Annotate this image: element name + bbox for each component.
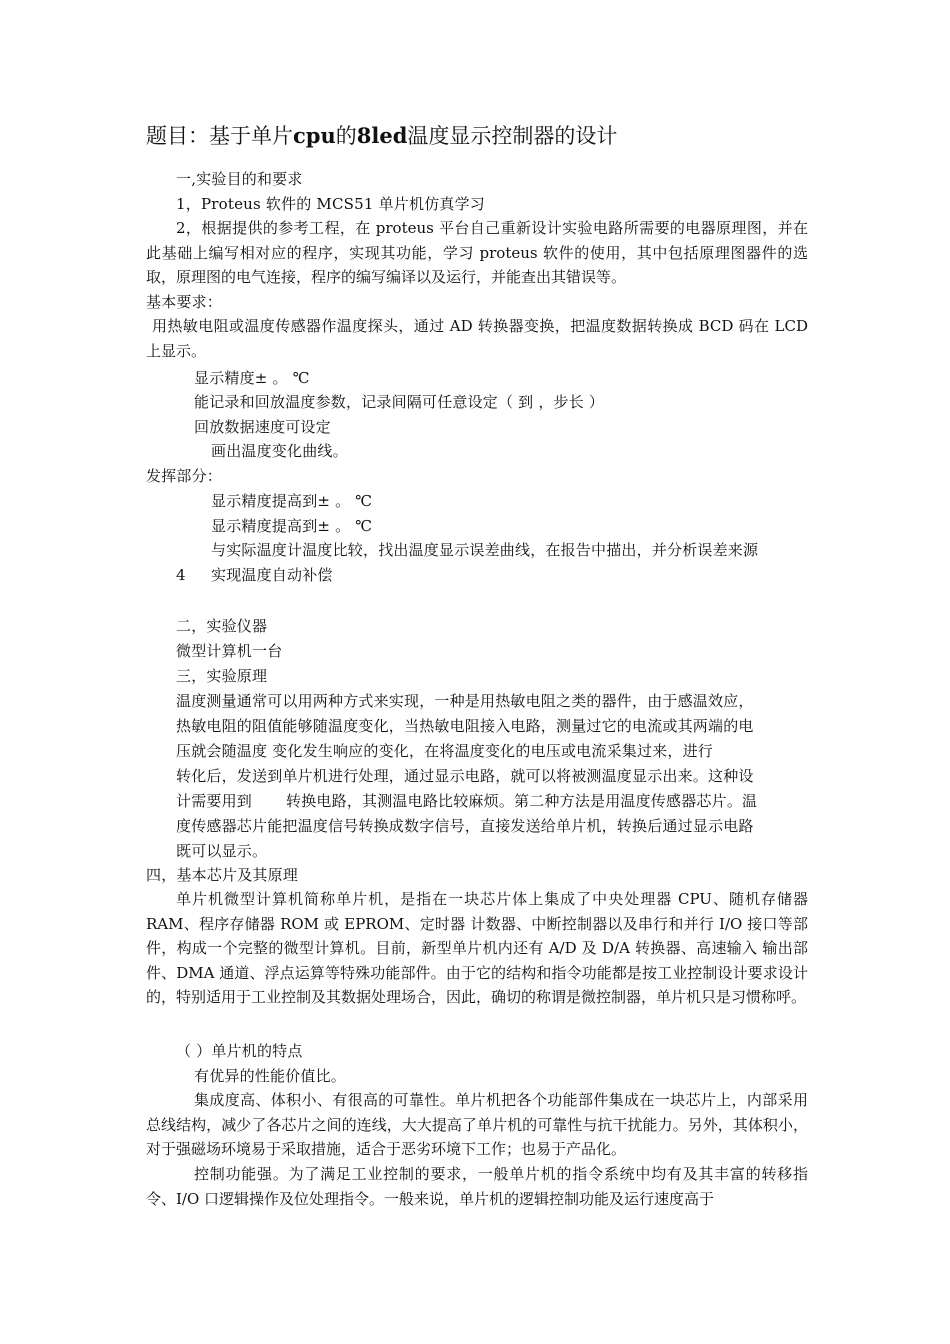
section-1-item-2: 2，根据提供的参考工程，在 proteus 平台自己重新设计实验电路所需要的电器原理图，并在此基础上编写相对应的程序，实现其功能，学习 proteus 软件的使用，其中包括原理图器件的选取，原理图的电气连接，程序的编写编译以及运行，并能查出其错误等。 (146, 219, 808, 286)
title-part-2: 的 (335, 124, 357, 148)
section-2-text: 微型计算机一台 (176, 642, 283, 660)
basic-item-2: 能记录和回放温度参数，记录间隔可任意设定（ 到 ，步长 ） (194, 393, 605, 411)
extra-section-label: 发挥部分： (146, 467, 223, 485)
basic-item-1: 显示精度± 。 ℃ (194, 369, 310, 387)
basic-requirements-label: 基本要求： (146, 293, 223, 311)
extra-item-4: 实现温度自动补偿 (211, 566, 333, 584)
extra-item-1: 显示精度提高到± 。 ℃ (211, 492, 373, 510)
feature-1: 有优异的性能价值比。 (194, 1067, 347, 1085)
extra-item-2: 显示精度提高到± 。 ℃ (211, 517, 373, 535)
feature-2: 集成度高、体积小、有很高的可靠性。单片机把各个功能部件集成在一块芯片上，内部采用总线结构，减少了各芯片之间的连线，大大提高了单片机的可靠性与抗干扰能力。另外，其体积小，对于强磁场环境易于采取措施，适合于恶劣环境下工作；也易于产品化。 (146, 1091, 808, 1158)
basic-item-3: 回放数据速度可设定 (194, 418, 331, 436)
section-3-line-1: 温度测量通常可以用两种方式来实现，一种是用热敏电阻之类的器件，由于感温效应， (176, 692, 754, 710)
section-3-line-7: 既可以显示。 (176, 842, 268, 860)
basic-requirements-text: 用热敏电阻或温度传感器作温度探头，通过 AD 转换器变换，把温度数据转换成 BCD 码在 LCD 上显示。 (146, 317, 808, 360)
section-1-heading: 一,实验目的和要求 (176, 170, 303, 188)
extra-item-4-number: 4 (176, 566, 186, 584)
section-3-line-5-start: 计需要用到 (176, 792, 253, 810)
section-3-heading: 三，实验原理 (176, 667, 268, 685)
section-4-heading: 四，基本芯片及其原理 (146, 866, 299, 884)
section-3-line-5-end: 转换电路，其测温电路比较麻烦。第二种方法是用温度传感器芯片。温 (286, 792, 758, 810)
section-2-heading: 二，实验仪器 (176, 617, 268, 635)
section-4-paragraph-1: 单片机微型计算机简称单片机，是指在一块芯片体上集成了中央处理器 CPU、随机存储器 RAM、程序存储器 ROM 或 EPROM、定时器 计数器、中断控制器以及串行和并行 I/O 接口等部件，构成一个完整的微型计算机。目前，新型单片机内还有 A/D 及 D/A 转换器、高速输入 输出部件、DMA 通道、浮点运算等特殊功能部件。由于它的结构和指令功能都是按工业控制设计要求设计的，特别适用于工业控制及其数据处理场合，因此，确切的称谓是微控制器，单片机只是习惯称呼。 (146, 890, 808, 1006)
title-part-1: 题目：基于单片 (146, 124, 293, 148)
section-3-line-4: 转化后，发送到单片机进行处理，通过显示电路，就可以将被测温度显示出来。这种设 (176, 767, 754, 785)
section-3-line-2: 热敏电阻的阻值能够随温度变化，当热敏电阻接入电路，测量过它的电流或其两端的电 (176, 717, 754, 735)
extra-item-3: 与实际温度计温度比较，找出温度显示误差曲线，在报告中描出，并分析误差来源 (211, 541, 759, 559)
title-8led: 8led (356, 123, 408, 148)
document-title (146, 122, 617, 150)
section-3-line-3: 压就会随温度 变化发生响应的变化，在将温度变化的电压或电流采集过来，进行 (176, 742, 713, 760)
section-3-line-5 (176, 791, 757, 811)
title-part-3: 温度显示控制器的设计 (407, 124, 618, 148)
section-1-item-1: 1，Proteus 软件的 MCS51 单片机仿真学习 (176, 195, 486, 213)
section-3-line-6: 度传感器芯片能把温度信号转换成数字信号，直接发送给单片机，转换后通过显示电路 (176, 817, 754, 835)
title-cpu: cpu (293, 123, 336, 148)
basic-item-4: 画出温度变化曲线。 (211, 442, 348, 460)
section-4-sub-heading: （ ）单片机的特点 (176, 1042, 303, 1060)
feature-3: 控制功能强。为了满足工业控制的要求，一般单片机的指令系统中均有及其丰富的转移指令、I/O 口逻辑操作及位处理指令。一般来说，单片机的逻辑控制功能及运行速度高于 (146, 1165, 808, 1208)
